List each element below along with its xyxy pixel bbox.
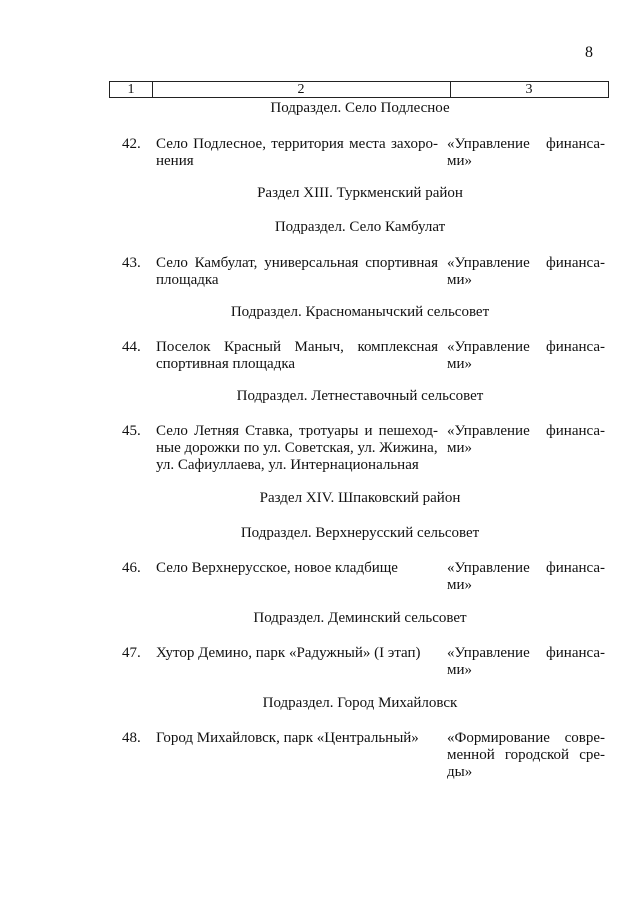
- program-line: ми»: [447, 440, 473, 456]
- desc-line: Хутор Демино, парк «Радужный» (I этап): [156, 645, 421, 661]
- desc-line: нения: [156, 153, 194, 169]
- desc-line: площадка: [156, 272, 219, 288]
- row-program: [447, 255, 605, 289]
- row-program: [447, 136, 605, 170]
- desc-line: Поселок Красный Маныч, комплексная: [156, 339, 438, 355]
- row-description: [156, 645, 438, 662]
- program-line: «Управление финанса-: [447, 423, 605, 439]
- subsection-heading: Подраздел. Село Подлесное: [270, 100, 450, 116]
- row-number: 43.: [122, 255, 141, 271]
- row-number: 44.: [122, 339, 141, 355]
- desc-line: Село Камбулат, универсальная спортивная: [156, 255, 438, 271]
- row-description: [156, 730, 438, 747]
- program-line: ми»: [447, 272, 473, 288]
- row-number: 48.: [122, 730, 141, 746]
- table-header: [109, 81, 609, 98]
- desc-line: Город Михайловск, парк «Центральный»: [156, 730, 419, 746]
- subsection-heading: Подраздел. Красноманычский сельсовет: [230, 304, 490, 320]
- desc-line: ные дорожки по ул. Советская, ул. Жижина,: [156, 440, 438, 456]
- row-description: [156, 136, 438, 170]
- header-col-3: 3: [525, 82, 533, 97]
- subsection-heading: Подраздел. Летнеставочный сельсовет: [236, 388, 484, 404]
- row-program: [447, 339, 605, 373]
- row-number: 45.: [122, 423, 141, 439]
- subsection-heading: Подраздел. Город Михайловск: [262, 695, 458, 711]
- header-col-1: 1: [110, 82, 153, 97]
- row-number: 47.: [122, 645, 141, 661]
- header-col-2: 2: [152, 82, 451, 97]
- row-description: [156, 423, 438, 474]
- subsection-heading: Подраздел. Деминский сельсовет: [253, 610, 467, 626]
- row-program: [447, 730, 605, 781]
- program-line: ми»: [447, 153, 473, 169]
- desc-line: спортивная площадка: [156, 356, 296, 372]
- row-program: [447, 645, 605, 679]
- row-description: [156, 255, 438, 289]
- program-line: «Управление финанса-: [447, 560, 605, 576]
- row-description: [156, 560, 438, 577]
- section-heading: Раздел XIV. Шпаковский район: [259, 490, 461, 506]
- row-description: [156, 339, 438, 373]
- desc-line: Село Летняя Ставка, тротуары и пешеход-: [156, 423, 438, 439]
- program-line: ми»: [447, 577, 473, 593]
- section-heading: Раздел XIII. Туркменский район: [257, 185, 463, 201]
- row-number: 42.: [122, 136, 141, 152]
- program-line: «Управление финанса-: [447, 255, 605, 271]
- subsection-heading: Подраздел. Верхнерусский сельсовет: [240, 525, 480, 541]
- program-line: «Формирование совре-: [447, 730, 605, 746]
- program-line: «Управление финанса-: [447, 645, 605, 661]
- program-line: ми»: [447, 662, 473, 678]
- page-number: 8: [585, 44, 593, 61]
- program-line: ды»: [447, 764, 473, 780]
- desc-line: ул. Сафиуллаева, ул. Интернациональная: [156, 457, 419, 473]
- subsection-heading: Подраздел. Село Камбулат: [274, 219, 446, 235]
- desc-line: Село Верхнерусское, новое кладбище: [156, 560, 398, 576]
- row-program: [447, 560, 605, 594]
- program-line: «Управление финанса-: [447, 339, 605, 355]
- program-line: менной городской сре-: [447, 747, 605, 763]
- row-program: [447, 423, 605, 457]
- desc-line: Село Подлесное, территория места захоро-: [156, 136, 438, 152]
- program-line: «Управление финанса-: [447, 136, 605, 152]
- program-line: ми»: [447, 356, 473, 372]
- row-number: 46.: [122, 560, 141, 576]
